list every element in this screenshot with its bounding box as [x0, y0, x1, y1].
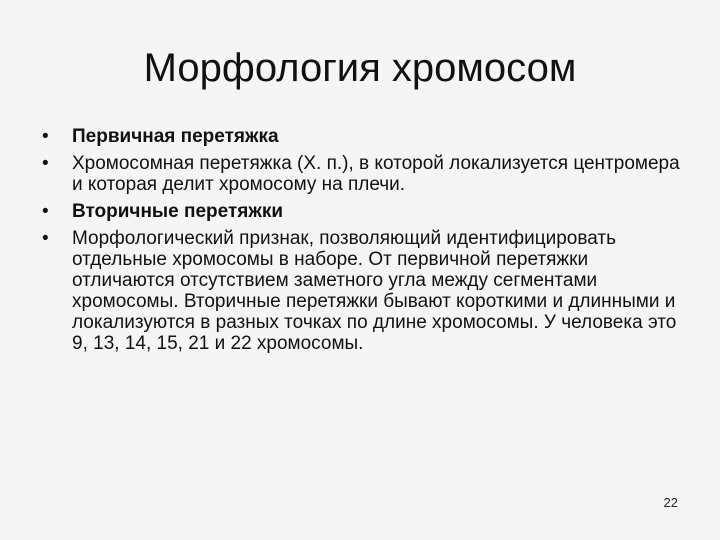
slide-title: Морфология хромосом	[143, 46, 577, 90]
page-number: 22	[663, 495, 678, 510]
bullet-item-primary-constriction	[42, 126, 682, 147]
bullet-icon: •	[42, 126, 49, 147]
bullet-item-secondary-definition	[42, 228, 682, 354]
bullet-item-secondary-constrictions	[42, 201, 682, 222]
bullet-list	[42, 126, 682, 360]
bullet-icon: •	[42, 201, 49, 222]
bullet-text: Первичная перетяжка	[72, 126, 279, 147]
bullet-text: Хромосомная перетяжка (Х. п.), в которой локализуется центромера и которая делит хромосому на плечи.	[72, 153, 680, 195]
bullet-item-primary-definition	[42, 153, 682, 195]
bullet-text: Морфологический признак, позволяющий идентифицировать отдельные хромосомы в наборе. От первичной перетяжки отличаются отсутствием заметного угла между сегментами хромосомы. Вторичные перетяжки бывают короткими и длинными и локализуются в разных точках по длине хромосомы. У человека это 9, 13, 14, 15, 21 и 22 хромосомы.	[72, 228, 677, 354]
bullet-icon: •	[42, 228, 49, 249]
bullet-text: Вторичные перетяжки	[72, 201, 284, 222]
bullet-icon: •	[42, 153, 49, 174]
